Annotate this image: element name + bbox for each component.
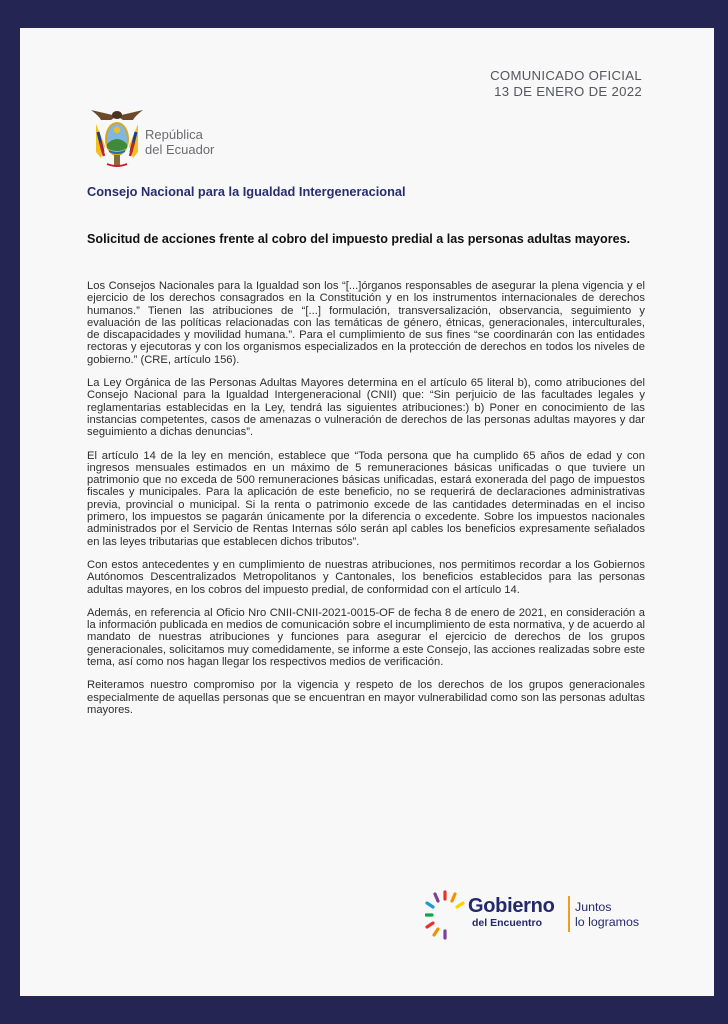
document-header	[490, 68, 642, 100]
logo-wordmark	[468, 895, 555, 929]
body-paragraph: El artículo 14 de la ley en mención, establece que “Toda persona que ha cumplido 65 años de edad y con ingresos mensuales estimados en un máximo de 5 remuneraciones básicas unificadas o que tuviere un patrimonio que no exceda de 500 remuneraciones básicas unificadas, estará exonerada del pago de impuestos fiscales y municipales. Para la aplicación de este beneficio, no se requerirá de declaraciones administrativas previa, provincial o municipal. Si la renta o patrimonio excede de las cantidades determinadas en el inciso primero, los impuestos se pagarán únicamente por la diferencia o excedente. Sobre los impuestos nacionales administrados por el Servicio de Rentas Internas sólo serán apl cables los beneficios expresamente señalados en las leyes tributarias que establecen dichos tributos”.	[87, 449, 645, 548]
body-paragraph: Además, en referencia al Oficio Nro CNII-CNII-2021-0015-OF de fecha 8 de enero de 2021, en consideración a la información publicada en medios de comunicación sobre el incumplimiento de esta normativa, y de acuerdo al mandato de nuestras atribuciones y funciones para asegurar el ejercicio de derechos de los grupos generacionales, solicitamos muy comedidamente, se informe a este Consejo, las acciones realizadas sobre este tema, así como nos hagan llegar los respectivos medios de verificación.	[87, 606, 645, 669]
logo-name-line1: Gobierno	[468, 895, 555, 917]
slogan-line1: Juntos	[575, 900, 612, 914]
logo-divider	[568, 896, 570, 932]
republic-wordmark	[145, 128, 214, 157]
body-paragraph: La Ley Orgánica de las Personas Adultas Mayores determina en el artículo 65 literal b), como atribuciones del Consejo Nacional para la Igualdad Intergeneracional (CNII) que: “Sin perjuicio de las facultades legales y reglamentarias establecidas en la Ley, tendrá las siguientes atribuciones:) b) Poner en conocimiento de las instancias competentes, casos de amenazas o vulneración de derechos de las personas adultas mayores y dar seguimiento a dichas denuncias”.	[87, 377, 645, 439]
document-subject: Solicitud de acciones frente al cobro del impuesto predial a las personas adultas mayores.	[87, 232, 631, 246]
logo-slogan	[575, 900, 639, 929]
body-paragraph: Los Consejos Nacionales para la Igualdad son los “[...]órganos responsables de asegurar la plena vigencia y el ejercicio de los derechos consagrados en la Constitución y en los instrumentos internacionales de derechos humanos.” Tienen las atribuciones de “[...] formulación, transversalización, observancia, seguimiento y evaluación de las políticas relacionadas con las temáticas de género, étnicas, generacionales, interculturales, de discapacidades y movilidad humana.”. Para el cumplimiento de sus fines “se coordinarán con las entidades rectoras y ejecutoras y con los organismos especializados en la protección de derechos en todos los niveles de gobierno.” (CRE, artículo 156).	[87, 280, 645, 366]
communique-label: COMUNICADO OFICIAL	[490, 68, 642, 83]
document-body	[87, 280, 645, 727]
document-page	[20, 28, 714, 996]
sunburst-icon	[425, 890, 469, 946]
republic-line2: del Ecuador	[145, 141, 215, 157]
gobierno-del-encuentro-logo	[425, 890, 665, 950]
body-paragraph: Reiteramos nuestro compromiso por la vigencia y respeto de los derechos de los grupos generacionales especialmente de aquellas personas que se encuentran en mayor vulnerabilidad como son las personas adultas mayores.	[87, 679, 645, 716]
slogan-line2: lo logramos	[575, 914, 640, 929]
body-paragraph: Con estos antecedentes y en cumplimiento de nuestras atribuciones, nos permitimos recordar a los Gobiernos Autónomos Descentralizados Metropolitanos y Cantonales, los beneficios establecidos para las personas adultas mayores, en los cobros del impuesto predial, de conformidad con el artículo 14.	[87, 558, 645, 596]
republic-line1: República	[145, 127, 203, 142]
ecuador-coat-of-arms-icon	[87, 106, 147, 170]
institution-name: Consejo Nacional para la Igualdad Intergeneracional	[87, 184, 406, 199]
document-date: 13 DE ENERO DE 2022	[494, 84, 642, 99]
logo-name-line2: del Encuentro	[472, 917, 543, 929]
